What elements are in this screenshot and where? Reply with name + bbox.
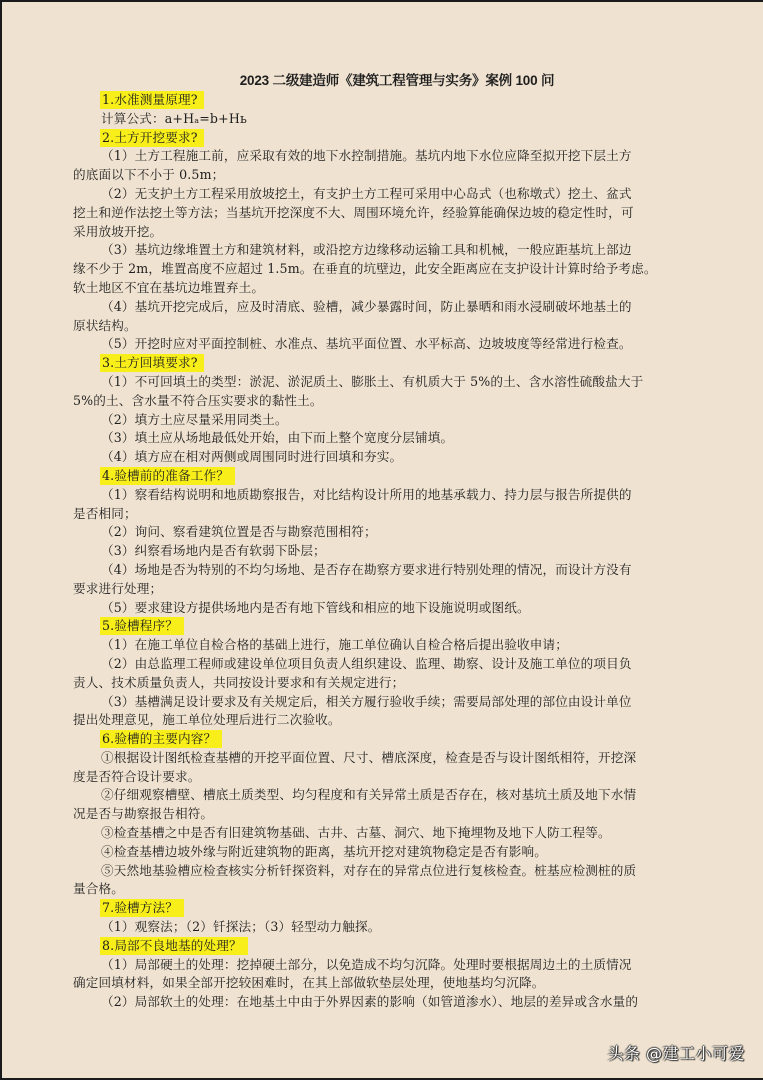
paragraph-line: 况是否与勘察报告相符。 <box>73 806 214 822</box>
paragraph-line: （1）察看结构说明和地质勘察报告，对比结构设计所用的地基承载力、持力层与报告所提供的 <box>101 486 632 502</box>
paragraph-line: （4）基坑开挖完成后，应及时清底、验槽，减少暴露时间，防止暴晒和雨水浸刷破坏地基土的 <box>101 298 632 314</box>
paragraph-line: （1）局部硬土的处理：挖掉硬土部分，以免造成不均匀沉降。处理时要根据周边土的土质情况 <box>101 956 632 972</box>
paragraph-line: ④检查基槽边坡外缘与附近建筑物的距离，基坑开挖对建筑物稳定是否有影响。 <box>101 843 548 859</box>
paragraph-line: （1）土方工程施工前，应采取有效的地下水控制措施。基坑内地下水位应降至拟开挖下层土方 <box>101 148 632 164</box>
paragraph-line: （5）要求建设方提供场地内是否有地下管线和相应的地下设施说明或图纸。 <box>101 599 530 615</box>
document-page <box>73 71 691 1012</box>
section-heading: 1.水准测量原理? <box>100 91 204 109</box>
paragraph-line: （4）填方应在相对两侧或周围同时进行回填和夯实。 <box>101 449 403 465</box>
watermark: 头条 @建工小可爱 <box>607 1044 745 1063</box>
paragraph-line: （3）纠察看场地内是否有软弱下卧层； <box>101 543 326 559</box>
section-heading: 4.验槽前的准备工作？ <box>100 467 235 485</box>
paragraph-line: （2）由总监理工程师或建设单位项目负责人组织建设、监理、勘察、设计及施工单位的项目负 <box>101 655 632 671</box>
paragraph-line: （1）在施工单位自检合格的基础上进行，施工单位确认自检合格后提出验收申请； <box>101 637 568 653</box>
paragraph-line: （3）基坑边缘堆置土方和建筑材料，或沿挖方边缘移动运输工具和机械，一般应距基坑上部边 <box>101 242 632 258</box>
paragraph-line: （2）填方土应尽量采用同类土。 <box>101 411 288 427</box>
paragraph-line: 缘不少于 2m，堆置高度不应超过 1.5m。在垂直的坑壁边，此安全距离应在支护设计计算时给予考虑。 <box>73 261 657 277</box>
paragraph-line: （2）局部软土的处理：在地基土中由于外界因素的影响（如管道渗水）、地层的差异或含水量的 <box>101 994 639 1010</box>
section-heading: 5.验槽程序？ <box>100 617 184 635</box>
paragraph-line: 5%的土、含水量不符合压实要求的黏性土。 <box>73 392 323 408</box>
paragraph-line: ③检查基槽之中是否有旧建筑物基础、古井、古墓、洞穴、地下掩埋物及地下人防工程等。 <box>101 825 611 841</box>
section-heading: 2.土方开挖要求? <box>100 129 204 147</box>
paragraph-line: 要求进行处理； <box>73 580 163 596</box>
paragraph-line: （4）场地是否为特别的不均匀场地、是否存在勘察方要求进行特别处理的情况，而设计方没有 <box>101 561 632 577</box>
section-heading: 3.土方回填要求? <box>100 354 204 372</box>
paragraph-line: （5）开挖时应对平面控制桩、水准点、基坑平面位置、水平标高、边坡坡度等经常进行检查。 <box>101 336 632 352</box>
paragraph-line: （2）询问、察看建筑位置是否与勘察范围相符； <box>101 524 377 540</box>
section-heading-row <box>73 730 691 749</box>
section-heading: 7.验槽方法？ <box>100 899 184 917</box>
paragraph-line: 责人、技术质量负责人，共同按设计要求和有关规定进行； <box>73 674 405 690</box>
paragraph-line: 原状结构。 <box>73 317 137 333</box>
paragraph-line: （2）无支护土方工程采用放坡挖土，有支护土方工程可采用中心岛式（也称墩式）挖土、盆式 <box>101 185 632 201</box>
section-heading-row <box>73 91 691 110</box>
document-title: 2023 二级建造师《建筑工程管理与实务》案例 100 问 <box>239 73 555 88</box>
section-heading: 6.验槽的主要内容？ <box>100 730 222 748</box>
paragraph-line: ⑤天然地基验槽应检查核实分析钎探资料，对存在的异常点位进行复核检查。桩基应检测桩的质 <box>101 862 637 878</box>
paragraph-line: （3）基槽满足设计要求及有关规定后，相关方履行验收手续；需要局部处理的部位由设计单位 <box>101 693 632 709</box>
paragraph-line: 提出处理意见，施工单位处理后进行二次验收。 <box>73 712 341 728</box>
section-heading: 8.局部不良地基的处理？ <box>100 937 248 955</box>
paragraph-line: ②仔细观察槽壁、槽底土质类型、均匀程度和有关异常土质是否存在，核对基坑土质及地下水情 <box>101 787 637 803</box>
document-body <box>73 91 691 1012</box>
paragraph-line: 挖土和逆作法挖土等方法；当基坑开挖深度不大、周围环境允许，经验算能确保边坡的稳定性时，可 <box>73 204 634 220</box>
paragraph-line: ①根据设计图纸检查基槽的开挖平面位置、尺寸、槽底深度，检查是否与设计图纸相符，开挖深 <box>101 749 637 765</box>
paragraph-line: （1）不可回填土的类型：淤泥、淤泥质土、膨胀土、有机质大于 5%的土、含水溶性硫酸盐大于 <box>101 373 644 389</box>
paragraph-line: 计算公式：a+Hₐ=b+Hь <box>101 110 247 126</box>
section-heading-row <box>73 467 691 486</box>
paragraph-line: （1）观察法；（2）钎探法；（3）轻型动力触探。 <box>101 919 381 935</box>
section-heading-row <box>73 354 691 373</box>
paragraph-line: 是否相同； <box>73 505 137 521</box>
paragraph-line: 采用放坡开挖。 <box>73 223 163 239</box>
section-heading-row <box>73 617 691 636</box>
paragraph-line: （3）填土应从场地最低处开始，由下而上整个宽度分层铺填。 <box>101 430 454 446</box>
paragraph-line: 确定回填材料，如果全部开挖较困难时，在其上部做软垫层处理，使地基均匀沉降。 <box>73 975 545 991</box>
section-heading-row <box>73 937 691 956</box>
paragraph-line: 软土地区不宜在基坑边堆置弃土。 <box>73 279 265 295</box>
paragraph-line: 度是否符合设计要求。 <box>73 768 201 784</box>
section-heading-row <box>73 129 691 148</box>
paragraph-line: 的底面以下不小于 0.5m； <box>73 167 225 183</box>
section-heading-row <box>73 899 691 918</box>
paragraph-line: 量合格。 <box>73 881 124 897</box>
